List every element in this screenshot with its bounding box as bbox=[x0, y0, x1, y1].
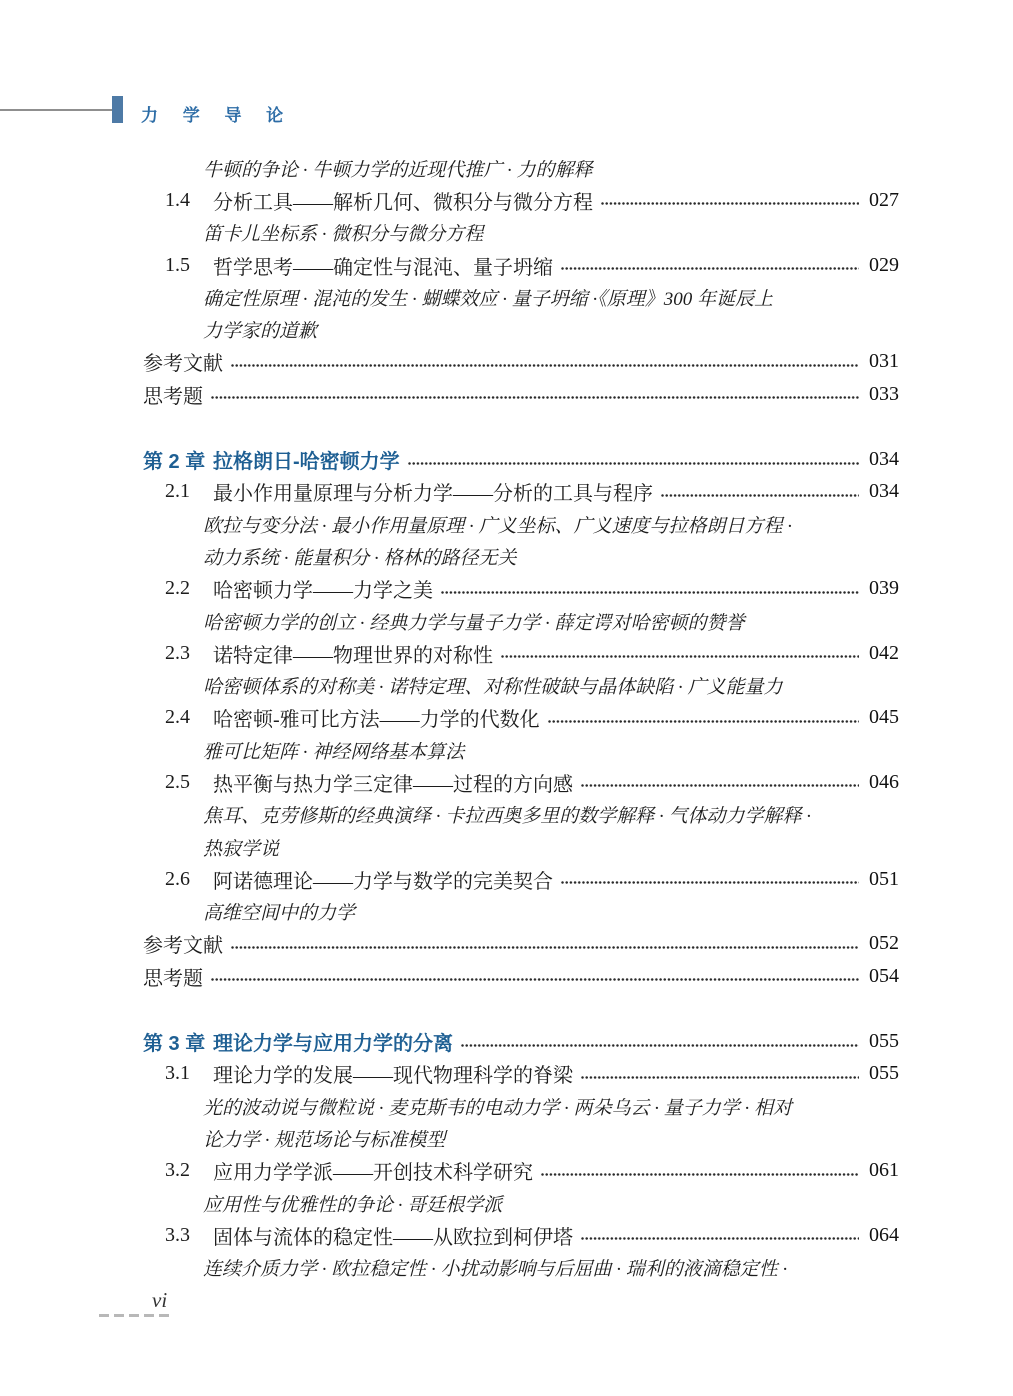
toc-entry-number: 2.4 bbox=[165, 706, 190, 729]
toc-page-number: 042 bbox=[869, 641, 899, 664]
book-title: 力 学 导 论 bbox=[141, 106, 294, 125]
toc-page-number: 033 bbox=[869, 382, 899, 405]
toc-page-number: 034 bbox=[869, 448, 899, 471]
toc-page-number: 055 bbox=[869, 1062, 899, 1085]
toc-subtopic-row bbox=[203, 831, 899, 863]
toc-entry-number: 1.5 bbox=[165, 253, 190, 276]
dot-leader bbox=[581, 1237, 859, 1241]
toc-subtopic-row bbox=[203, 734, 899, 766]
toc-subtopic-text: 哈密顿力学的创立 · 经典力学与量子力学 · 薛定谔对哈密顿的赞誉 bbox=[203, 612, 745, 634]
toc-section-row bbox=[143, 573, 899, 605]
toc-section-row bbox=[143, 863, 899, 895]
toc-page-number: 055 bbox=[869, 1030, 899, 1053]
toc-entry-number: 3.2 bbox=[165, 1159, 190, 1182]
toc-section-row bbox=[143, 184, 899, 216]
toc-subtopic-row bbox=[203, 217, 899, 249]
toc-section-row bbox=[143, 702, 899, 734]
toc-section-row bbox=[143, 476, 899, 508]
toc-subtopic-text: 欧拉与变分法 · 最小作用量原理 · 广义坐标、广义速度与拉格朗日方程 · bbox=[203, 515, 793, 537]
toc-page-number: 027 bbox=[869, 188, 899, 211]
toc-entry-number: 2.2 bbox=[165, 577, 190, 600]
toc-subtopic-text: 连续介质力学 · 欧拉稳定性 · 小扰动影响与后屈曲 · 瑞利的液滴稳定性 · bbox=[203, 1259, 788, 1281]
toc-entry-title: 理论力学与应用力学的分离 bbox=[213, 1033, 453, 1056]
toc-page-number: 064 bbox=[869, 1223, 899, 1246]
toc-subtopic-text: 应用性与优雅性的争论 · 哥廷根学派 bbox=[203, 1194, 503, 1216]
toc-entry-number: 1.4 bbox=[165, 188, 190, 211]
toc-subtopic-text: 动力系统 · 能量积分 · 格林的路径无关 bbox=[203, 547, 517, 569]
dot-leader bbox=[661, 494, 859, 498]
dot-leader bbox=[231, 946, 859, 950]
toc-page-number: 051 bbox=[869, 867, 899, 890]
toc-subtopic-row bbox=[203, 669, 899, 701]
toc-subtopic-row bbox=[203, 1090, 899, 1122]
toc-subtopic-text: 雅可比矩阵 · 神经网络基本算法 bbox=[203, 741, 465, 763]
toc-subtopic-row bbox=[203, 1187, 899, 1219]
footer-dashes bbox=[99, 1314, 173, 1317]
toc-entry-number: 2.5 bbox=[165, 770, 190, 793]
dot-leader bbox=[441, 591, 859, 595]
footer-page-number: vi bbox=[152, 1288, 168, 1312]
toc-entry-number: 2.3 bbox=[165, 641, 190, 664]
toc-subtopic-row bbox=[203, 605, 899, 637]
toc-backmatter-row bbox=[143, 960, 899, 992]
toc-entry-title: 拉格朗日-哈密顿力学 bbox=[213, 451, 400, 474]
toc-entry-title: 思考题 bbox=[143, 967, 203, 990]
toc-entry-title: 最小作用量原理与分析力学——分析的工具与程序 bbox=[213, 483, 653, 506]
toc-entry-title: 理论力学的发展——现代物理科学的脊梁 bbox=[213, 1065, 573, 1088]
toc-subtopic-row bbox=[203, 799, 899, 831]
toc-subtopic-row bbox=[203, 896, 899, 928]
toc-subtopic-text: 牛顿的争论 · 牛顿力学的近现代推广 · 力的解释 bbox=[203, 159, 593, 181]
table-of-contents bbox=[143, 152, 899, 1284]
toc-entry-number: 第 3 章 bbox=[143, 1033, 206, 1056]
toc-subtopic-text: 热寂学说 bbox=[203, 838, 280, 860]
toc-entry-number: 2.1 bbox=[165, 480, 190, 503]
toc-subtopic-row bbox=[203, 152, 899, 184]
toc-subtopic-row bbox=[203, 313, 899, 345]
toc-subtopic-text: 哈密顿体系的对称美 · 诺特定理、对称性破缺与晶体缺陷 · 广义能量力 bbox=[203, 677, 783, 699]
toc-entry-title: 阿诺德理论——力学与数学的完美契合 bbox=[213, 870, 553, 893]
toc-section-row bbox=[143, 1219, 899, 1251]
dot-leader bbox=[461, 1044, 859, 1048]
toc-entry-title: 参考文献 bbox=[143, 935, 223, 958]
dot-leader bbox=[548, 720, 859, 724]
toc-subtopic-row bbox=[203, 1252, 899, 1284]
toc-subtopic-text: 笛卡儿坐标系 · 微积分与微分方程 bbox=[203, 224, 484, 246]
toc-subtopic-row bbox=[203, 540, 899, 572]
header-accent-bar bbox=[112, 96, 123, 123]
toc-subtopic-text: 力学家的道歉 bbox=[203, 321, 318, 343]
toc-section-row bbox=[143, 1155, 899, 1187]
toc-section-row bbox=[143, 766, 899, 798]
toc-backmatter-row bbox=[143, 346, 899, 378]
header-rule bbox=[0, 109, 112, 111]
toc-page-number: 046 bbox=[869, 770, 899, 793]
toc-backmatter-row bbox=[143, 378, 899, 410]
toc-entry-title: 诺特定律——物理世界的对称性 bbox=[213, 644, 493, 667]
dot-leader bbox=[231, 364, 859, 368]
toc-entry-number: 2.6 bbox=[165, 867, 190, 890]
toc-subtopic-row bbox=[203, 281, 899, 313]
toc-backmatter-row bbox=[143, 928, 899, 960]
toc-chapter-row bbox=[143, 1025, 899, 1057]
dot-leader bbox=[561, 881, 859, 885]
toc-entry-title: 哈密顿力学——力学之美 bbox=[213, 580, 433, 603]
toc-subtopic-text: 确定性原理 · 混沌的发生 · 蝴蝶效应 · 量子坍缩 ·《原理》300 年诞辰上 bbox=[203, 288, 774, 310]
toc-chapter-row bbox=[143, 443, 899, 475]
toc-entry-number: 3.3 bbox=[165, 1223, 190, 1246]
dot-leader bbox=[211, 978, 859, 982]
toc-entry-title: 分析工具——解析几何、微积分与微分方程 bbox=[213, 191, 593, 214]
dot-leader bbox=[581, 784, 859, 788]
toc-subtopic-text: 论力学 · 规范场论与标准模型 bbox=[203, 1129, 446, 1151]
toc-entry-title: 热平衡与热力学三定律——过程的方向感 bbox=[213, 773, 573, 796]
toc-page-number: 054 bbox=[869, 964, 899, 987]
dot-leader bbox=[211, 396, 859, 400]
toc-entry-number: 3.1 bbox=[165, 1062, 190, 1085]
dot-leader bbox=[601, 202, 859, 206]
toc-entry-title: 参考文献 bbox=[143, 353, 223, 376]
toc-entry-title: 哈密顿-雅可比方法——力学的代数化 bbox=[213, 709, 540, 732]
dot-leader bbox=[408, 462, 859, 466]
dot-leader bbox=[581, 1076, 859, 1080]
toc-page-number: 034 bbox=[869, 480, 899, 503]
toc-entry-title: 哲学思考——确定性与混沌、量子坍缩 bbox=[213, 256, 553, 279]
toc-entry-title: 思考题 bbox=[143, 385, 203, 408]
toc-section-row bbox=[143, 1058, 899, 1090]
toc-page-number: 031 bbox=[869, 350, 899, 373]
toc-page-number: 052 bbox=[869, 932, 899, 955]
dot-leader bbox=[561, 267, 859, 271]
toc-subtopic-row bbox=[203, 508, 899, 540]
toc-entry-title: 固体与流体的稳定性——从欧拉到柯伊塔 bbox=[213, 1226, 573, 1249]
toc-page-number: 045 bbox=[869, 706, 899, 729]
dot-leader bbox=[541, 1173, 859, 1177]
toc-subtopic-text: 焦耳、克劳修斯的经典演绎 · 卡拉西奥多里的数学解释 · 气体动力学解释 · bbox=[203, 806, 812, 828]
toc-entry-title: 应用力学学派——开创技术科学研究 bbox=[213, 1162, 533, 1185]
dot-leader bbox=[501, 655, 859, 659]
toc-page-number: 039 bbox=[869, 577, 899, 600]
toc-subtopic-text: 高维空间中的力学 bbox=[203, 903, 356, 925]
toc-section-row bbox=[143, 637, 899, 669]
toc-section-row bbox=[143, 249, 899, 281]
toc-subtopic-row bbox=[203, 1122, 899, 1154]
toc-subtopic-text: 光的波动说与微粒说 · 麦克斯韦的电动力学 · 两朵乌云 · 量子力学 · 相对 bbox=[203, 1097, 793, 1119]
toc-page-number: 029 bbox=[869, 253, 899, 276]
toc-entry-number: 第 2 章 bbox=[143, 451, 206, 474]
toc-page-number: 061 bbox=[869, 1159, 899, 1182]
